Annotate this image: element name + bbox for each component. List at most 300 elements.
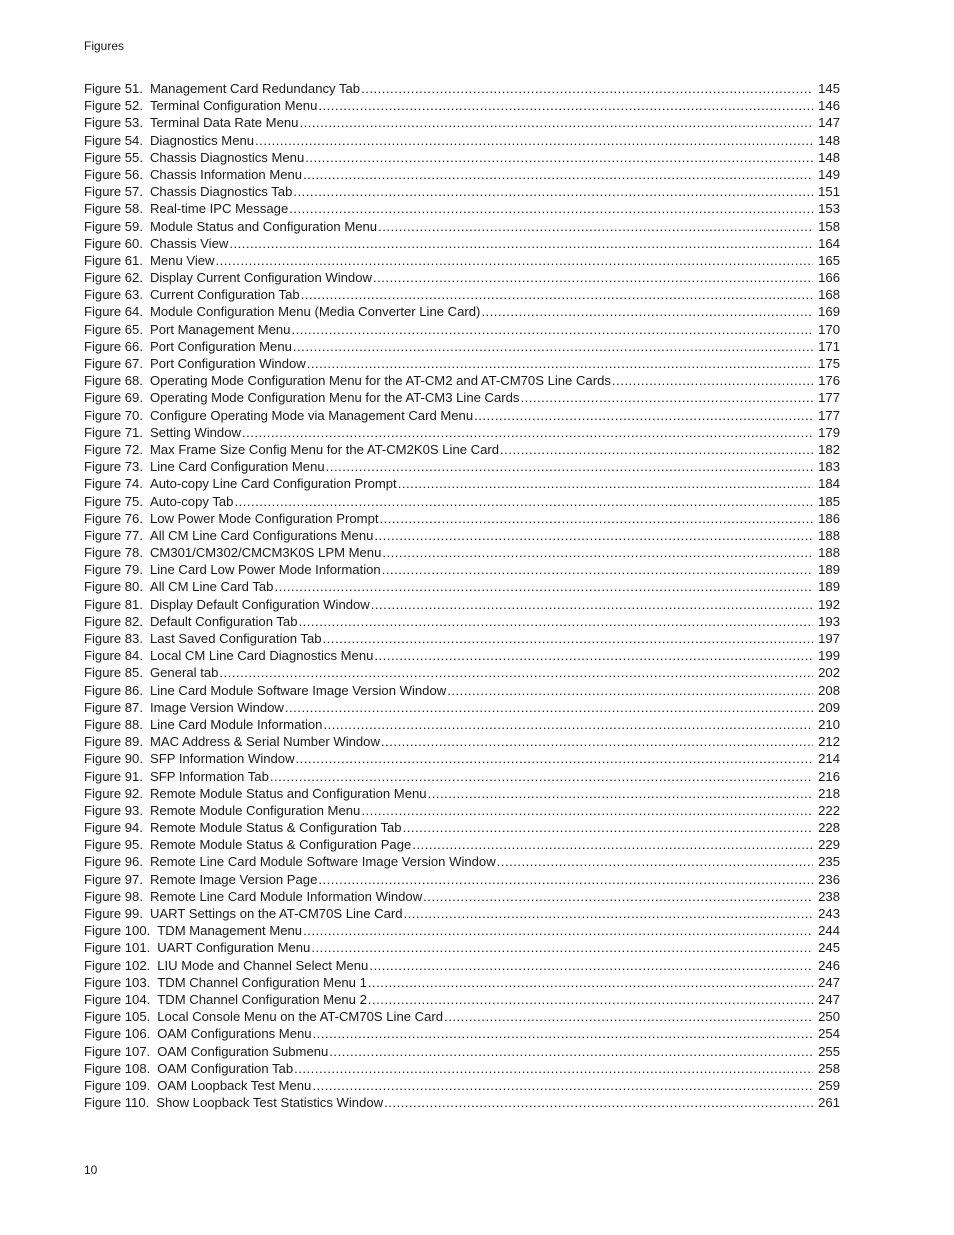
toc-entry[interactable] [84,853,840,870]
figure-label: Figure 58. [84,201,143,217]
figure-page-number: 176 [818,373,840,389]
toc-entry[interactable] [84,974,840,991]
figure-label: Figure 101. [84,940,151,956]
leader-dots [270,768,813,785]
figure-label: Figure 98. [84,888,143,904]
leader-dots [255,132,813,149]
leader-dots [229,235,813,252]
figure-page-number: 199 [818,648,840,664]
figure-page-number: 182 [818,441,840,457]
leader-dots [307,355,813,372]
figure-label: Figure 106. [84,1026,151,1042]
figure-title: Remote Image Version Page [149,871,318,887]
figure-page-number: 192 [818,596,840,612]
toc-entry[interactable] [84,819,840,836]
figure-label: Figure 80. [84,579,143,595]
toc-entry[interactable] [84,544,840,561]
leader-dots [520,389,813,406]
leader-dots [318,871,813,888]
figure-page-number: 149 [818,166,840,182]
figure-title: Real-time IPC Message [149,201,289,217]
toc-entry[interactable] [84,235,840,252]
leader-dots [312,1077,813,1094]
figure-title: Port Configuration Menu [149,338,292,354]
toc-entry[interactable] [84,750,840,767]
leader-dots [369,957,813,974]
figure-title: Operating Mode Configuration Menu for the AT-CM2 and AT-CM70S Line Cards [149,373,611,389]
toc-entry[interactable] [84,200,840,217]
figure-page-number: 243 [818,906,840,921]
leader-dots [412,836,813,853]
figure-label: Figure 75. [84,493,143,509]
figure-title: Operating Mode Configuration Menu for the AT-CM3 Line Cards [149,390,520,406]
figure-label: Figure 104. [84,991,151,1007]
figure-page-number: 208 [818,682,840,698]
figure-label: Figure 87. [84,699,143,715]
toc-entry[interactable] [84,218,840,235]
figure-label: Figure 100. [84,923,151,939]
leader-dots [299,114,813,131]
figure-page-number: 202 [818,665,840,681]
leader-dots [378,218,813,235]
figure-title: Terminal Data Rate Menu [149,115,299,131]
figure-page-number: 189 [818,562,840,578]
figure-label: Figure 73. [84,459,143,475]
figure-title: Remote Module Status and Configuration Menu [149,785,427,801]
figure-label: Figure 69. [84,390,143,406]
figure-page-number: 146 [818,98,840,114]
figure-label: Figure 77. [84,527,143,543]
figure-label: Figure 62. [84,270,143,286]
figure-label: Figure 60. [84,235,143,251]
toc-entry[interactable] [84,510,840,527]
toc-entry[interactable] [84,888,840,905]
figure-page-number: 185 [818,493,840,509]
toc-entry[interactable] [84,922,840,939]
leader-dots [368,991,813,1008]
figure-label: Figure 109. [84,1077,151,1093]
figure-label: Figure 72. [84,441,143,457]
leader-dots [382,544,813,561]
figure-title: Last Saved Configuration Tab [149,631,322,646]
leader-dots [326,458,813,475]
figure-title: OAM Configuration Tab [157,1060,294,1076]
figure-label: Figure 53. [84,115,143,131]
figure-title: MAC Address & Serial Number Window [149,734,380,750]
figure-label: Figure 65. [84,321,143,337]
figure-page-number: 151 [818,184,840,200]
figure-label: Figure 52. [84,98,143,114]
figure-title: Management Card Redundancy Tab [149,81,361,96]
figure-page-number: 254 [818,1026,840,1042]
figure-page-number: 261 [818,1095,840,1111]
toc-entry[interactable] [84,957,840,974]
leader-dots [374,527,813,544]
toc-entry[interactable] [84,578,840,595]
figure-page-number: 214 [818,751,840,767]
toc-entry[interactable] [84,939,840,956]
toc-entry[interactable] [84,321,840,338]
figure-label: Figure 85. [84,665,143,681]
figure-page-number: 147 [818,115,840,131]
leader-dots [447,682,813,699]
toc-entry[interactable] [84,699,840,716]
toc-entry[interactable] [84,114,840,131]
leader-dots [444,1008,813,1025]
leader-dots [381,733,813,750]
figure-label: Figure 81. [84,596,143,612]
toc-entry[interactable] [84,252,840,269]
figure-page-number: 158 [818,218,840,234]
figure-page-number: 177 [818,407,840,423]
toc-entry[interactable] [84,596,840,613]
figure-page-number: 246 [818,957,840,973]
figure-title: Module Status and Configuration Menu [149,218,378,234]
leader-dots [361,802,813,819]
toc-entry[interactable] [84,493,840,510]
toc-entry[interactable] [84,871,840,888]
toc-entry[interactable] [84,1043,840,1060]
figure-page-number: 166 [818,270,840,286]
figure-title: Max Frame Size Config Menu for the AT-CM2K0S Line Card [149,441,500,457]
figure-page-number: 244 [818,923,840,939]
figure-page-number: 183 [818,459,840,475]
figure-page-number: 250 [818,1009,840,1025]
leader-dots [423,888,813,905]
figure-title: Current Configuration Tab [149,287,300,303]
toc-entry[interactable] [84,338,840,355]
figure-title: General tab [149,665,219,681]
figure-label: Figure 103. [84,974,151,990]
leader-dots [274,578,813,595]
figure-page-number: 184 [818,476,840,492]
figure-page-number: 247 [818,974,840,990]
figure-label: Figure 96. [84,854,143,870]
toc-entry[interactable] [84,355,840,372]
figure-page-number: 145 [818,81,840,96]
toc-entry[interactable] [84,372,840,389]
figure-page-number: 168 [818,287,840,303]
figure-title: Image Version Window [149,699,284,715]
leader-dots [329,1043,813,1060]
toc-entry[interactable] [84,682,840,699]
leader-dots [242,424,813,441]
toc-entry[interactable] [84,716,840,733]
leader-dots [318,97,813,114]
figure-page-number: 188 [818,527,840,543]
figure-page-number: 255 [818,1043,840,1059]
leader-dots [500,441,813,458]
figure-label: Figure 71. [84,424,143,440]
leader-dots [373,269,813,286]
toc-entry[interactable] [84,269,840,286]
figure-title: SFP Information Window [149,751,295,767]
figure-title: Chassis View [149,235,229,251]
leader-dots [382,561,813,578]
leader-dots [305,149,813,166]
toc-entry[interactable] [84,303,840,320]
toc-entry[interactable] [84,441,840,458]
figure-title: Chassis Information Menu [149,166,303,182]
toc-entry[interactable] [84,424,840,441]
figure-label: Figure 86. [84,682,143,698]
figure-label: Figure 95. [84,837,143,853]
figure-title: Local Console Menu on the AT-CM70S Line Card [157,1009,444,1025]
figure-title: OAM Configurations Menu [157,1026,312,1042]
figure-title: TDM Management Menu [157,923,303,939]
figure-page-number: 177 [818,390,840,406]
figure-title: Local CM Line Card Diagnostics Menu [149,648,374,664]
leader-dots [374,647,813,664]
figure-title: Display Current Configuration Window [149,270,372,286]
figure-label: Figure 88. [84,716,143,732]
leader-dots [289,200,813,217]
figure-label: Figure 107. [84,1043,151,1059]
list-of-figures [84,80,840,1111]
leader-dots [216,252,813,269]
figure-page-number: 259 [818,1077,840,1093]
figure-title: Chassis Diagnostics Tab [149,184,293,200]
toc-entry[interactable] [84,475,840,492]
figure-title: Diagnostics Menu [149,132,255,148]
figure-page-number: 210 [818,716,840,732]
leader-dots [371,596,813,613]
figure-title: Remote Line Card Module Information Window [149,888,423,904]
toc-entry[interactable] [84,733,840,750]
figure-title: Remote Module Configuration Menu [149,802,361,818]
leader-dots [313,1025,813,1042]
figure-page-number: 245 [818,940,840,956]
figure-title: CM301/CM302/CMCM3K0S LPM Menu [149,545,382,561]
toc-entry[interactable] [84,166,840,183]
figure-title: UART Configuration Menu [157,940,311,956]
leader-dots [291,321,813,338]
figure-label: Figure 51. [84,81,143,96]
figure-page-number: 169 [818,304,840,320]
figure-title: Show Loopback Test Statistics Window [156,1095,384,1111]
toc-entry[interactable] [84,80,840,97]
toc-entry[interactable] [84,149,840,166]
leader-dots [384,1094,813,1111]
figure-title: SFP Information Tab [149,768,269,784]
leader-dots [323,630,813,647]
figure-title: UART Settings on the AT-CM70S Line Card [149,906,403,921]
toc-entry[interactable] [84,97,840,114]
figure-label: Figure 76. [84,510,143,526]
figure-title: Line Card Configuration Menu [149,459,325,475]
figure-page-number: 148 [818,132,840,148]
figure-page-number: 258 [818,1060,840,1076]
figure-title: Setting Window [149,424,241,440]
toc-entry[interactable] [84,991,840,1008]
figure-label: Figure 57. [84,184,143,200]
figure-label: Figure 93. [84,802,143,818]
toc-entry[interactable] [84,286,840,303]
leader-dots [303,166,813,183]
figure-title: Line Card Low Power Mode Information [149,562,381,578]
figure-page-number: 238 [818,888,840,904]
leader-dots [380,510,814,527]
leader-dots [481,303,813,320]
figure-page-number: 222 [818,802,840,818]
leader-dots [323,716,813,733]
leader-dots [311,939,813,956]
leader-dots [303,922,813,939]
figure-page-number: 164 [818,235,840,251]
figure-label: Figure 102. [84,957,151,973]
figure-label: Figure 99. [84,906,143,921]
figure-page-number: 189 [818,579,840,595]
leader-dots [403,819,813,836]
figure-page-number: 236 [818,871,840,887]
toc-entry[interactable] [84,183,840,200]
toc-entry[interactable] [84,664,840,681]
figure-label: Figure 105. [84,1009,151,1025]
figure-label: Figure 64. [84,304,143,320]
figure-label: Figure 82. [84,613,143,629]
figure-title: OAM Loopback Test Menu [157,1077,312,1093]
figure-title: Line Card Module Software Image Version Window [149,682,447,698]
figure-title: TDM Channel Configuration Menu 2 [157,991,367,1007]
figure-page-number: 218 [818,785,840,801]
figure-label: Figure 89. [84,734,143,750]
toc-entry[interactable] [84,407,840,424]
figure-label: Figure 70. [84,407,143,423]
toc-entry[interactable] [84,458,840,475]
figure-page-number: 197 [818,631,840,646]
running-header: Figures [84,39,125,53]
figure-label: Figure 94. [84,820,143,836]
figure-label: Figure 55. [84,149,143,165]
figure-label: Figure 90. [84,751,143,767]
figure-page-number: 193 [818,613,840,629]
figure-label: Figure 110. [84,1095,150,1111]
figure-page-number: 179 [818,424,840,440]
figure-label: Figure 74. [84,476,143,492]
figure-label: Figure 56. [84,166,143,182]
figure-page-number: 171 [818,338,840,354]
figure-title: All CM Line Card Configurations Menu [149,527,374,543]
toc-entry[interactable] [84,1025,840,1042]
figure-title: Chassis Diagnostics Menu [149,149,305,165]
figure-label: Figure 84. [84,648,143,664]
figure-page-number: 188 [818,545,840,561]
figure-label: Figure 67. [84,356,143,371]
toc-entry[interactable] [84,802,840,819]
leader-dots [296,750,813,767]
toc-entry[interactable] [84,1077,840,1094]
figure-page-number: 165 [818,252,840,268]
figure-page-number: 170 [818,321,840,337]
leader-dots [404,905,813,922]
figure-page-number: 175 [818,356,840,371]
figure-title: Remote Line Card Module Software Image Version Window [149,854,496,870]
figure-title: Port Management Menu [149,321,291,337]
figure-page-number: 228 [818,820,840,836]
toc-entry[interactable] [84,785,840,802]
leader-dots [301,286,813,303]
figure-title: All CM Line Card Tab [149,579,274,595]
figure-label: Figure 92. [84,785,143,801]
leader-dots [299,613,814,630]
leader-dots [428,785,813,802]
figure-title: OAM Configuration Submenu [157,1043,329,1059]
toc-entry[interactable] [84,613,840,630]
figure-title: Module Configuration Menu (Media Converter Line Card) [149,304,481,320]
toc-entry[interactable] [84,905,840,922]
leader-dots [294,1060,813,1077]
figure-label: Figure 83. [84,631,143,646]
leader-dots [398,475,813,492]
toc-entry[interactable] [84,836,840,853]
leader-dots [612,372,813,389]
leader-dots [219,664,813,681]
figure-page-number: 209 [818,699,840,715]
figure-title: Line Card Module Information [149,716,323,732]
leader-dots [474,407,813,424]
figure-page-number: 216 [818,768,840,784]
toc-entry[interactable] [84,768,840,785]
toc-entry[interactable] [84,1008,840,1025]
figure-label: Figure 78. [84,545,143,561]
figure-title: Display Default Configuration Window [149,596,370,612]
toc-entry[interactable] [84,389,840,406]
toc-entry[interactable] [84,647,840,664]
toc-entry[interactable] [84,1094,840,1111]
toc-entry[interactable] [84,1060,840,1077]
figure-label: Figure 61. [84,252,143,268]
leader-dots [234,493,813,510]
figure-label: Figure 108. [84,1060,151,1076]
figure-title: Menu View [149,252,215,268]
figure-title: Configure Operating Mode via Management Card Menu [149,407,474,423]
figure-page-number: 186 [818,510,840,526]
leader-dots [293,338,813,355]
figure-title: Auto-copy Line Card Configuration Prompt [149,476,397,492]
leader-dots [285,699,813,716]
figure-title: TDM Channel Configuration Menu 1 [157,974,367,990]
figure-page-number: 229 [818,837,840,853]
page-number: 10 [84,1163,98,1177]
figure-page-number: 153 [818,201,840,217]
toc-entry[interactable] [84,630,840,647]
figure-title: Remote Module Status & Configuration Page [149,837,412,853]
figure-label: Figure 91. [84,768,143,784]
figure-title: Auto-copy Tab [149,493,234,509]
figure-label: Figure 63. [84,287,143,303]
figure-title: Terminal Configuration Menu [149,98,318,114]
leader-dots [497,853,813,870]
leader-dots [368,974,813,991]
figure-label: Figure 54. [84,132,143,148]
figure-page-number: 247 [818,991,840,1007]
figure-page-number: 148 [818,149,840,165]
toc-entry[interactable] [84,527,840,544]
figure-label: Figure 68. [84,373,143,389]
toc-entry[interactable] [84,561,840,578]
leader-dots [361,80,813,97]
figure-page-number: 235 [818,854,840,870]
toc-entry[interactable] [84,132,840,149]
figure-label: Figure 97. [84,871,143,887]
figure-page-number: 212 [818,734,840,750]
figure-label: Figure 59. [84,218,143,234]
leader-dots [293,183,813,200]
figure-label: Figure 66. [84,338,143,354]
figure-title: Low Power Mode Configuration Prompt [149,510,379,526]
figure-title: Remote Module Status & Configuration Tab [149,820,402,836]
figure-label: Figure 79. [84,562,143,578]
